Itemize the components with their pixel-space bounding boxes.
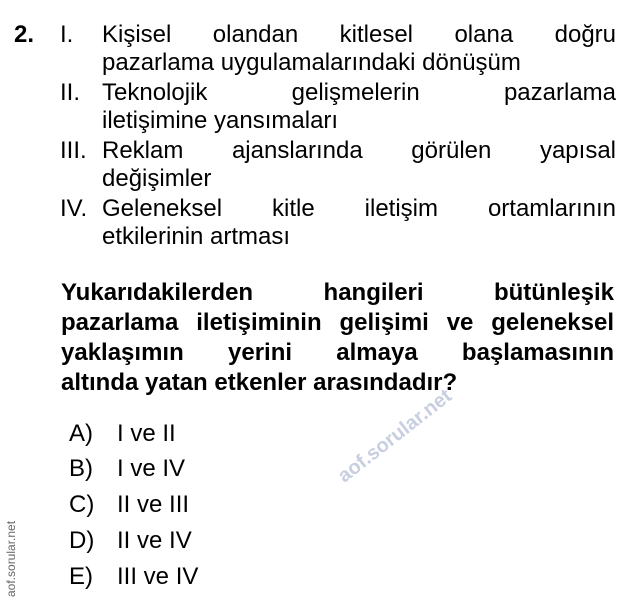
option-text: II ve III — [117, 491, 190, 518]
question-line: pazarlama iletişiminin gelişimi ve geleneksel — [61, 309, 614, 336]
statement-text-line: Kişisel olandan kitlesel olana doğru — [102, 21, 616, 48]
statement-text-line: iletişimine yansımaları — [102, 107, 339, 134]
statement-numeral: II. — [60, 79, 81, 106]
statement-numeral: IV. — [60, 195, 88, 222]
statement-text-line: Teknolojik gelişmelerin pazarlama — [102, 79, 616, 106]
option-letter: B) — [69, 455, 93, 482]
statement-1 — [60, 21, 616, 77]
statement-numeral: I. — [60, 21, 74, 48]
statement-numeral: III. — [60, 137, 87, 164]
option-letter: D) — [69, 527, 95, 554]
answer-option-b[interactable] — [69, 455, 185, 483]
option-text: III ve IV — [117, 563, 199, 590]
statement-text-line: Reklam ajanslarında görülen yapısal — [102, 137, 616, 164]
statement-text-line: pazarlama uygulamalarındaki dönüşüm — [102, 49, 521, 76]
statement-text-line: Geleneksel kitle iletişim ortamlarının — [102, 195, 616, 222]
answer-option-e[interactable] — [69, 563, 198, 591]
question-stem — [61, 278, 614, 398]
statement-text-line: etkilerinin artması — [102, 223, 291, 250]
option-text: I ve II — [117, 420, 176, 447]
side-watermark: aof.sorular.net — [4, 520, 18, 597]
option-text: II ve IV — [117, 527, 192, 554]
diagonal-watermark: aof.sorular.net — [333, 385, 456, 488]
question-number: 2. — [14, 21, 35, 48]
statement-text-line: değişimler — [102, 165, 212, 192]
statement-2 — [60, 79, 616, 135]
answer-option-a[interactable] — [69, 420, 176, 448]
statement-4 — [60, 195, 616, 251]
question-line: yaklaşımın yerini almaya başlamasının — [61, 339, 614, 366]
statement-3 — [60, 137, 616, 193]
option-letter: E) — [69, 563, 93, 590]
question-line: altında yatan etkenler arasındadır? — [61, 369, 458, 396]
answer-option-c[interactable] — [69, 491, 189, 519]
answer-option-d[interactable] — [69, 527, 192, 555]
option-letter: C) — [69, 491, 95, 518]
option-letter: A) — [69, 420, 93, 447]
question-line: Yukarıdakilerden hangileri bütünleşik — [61, 279, 614, 306]
option-text: I ve IV — [117, 455, 186, 482]
